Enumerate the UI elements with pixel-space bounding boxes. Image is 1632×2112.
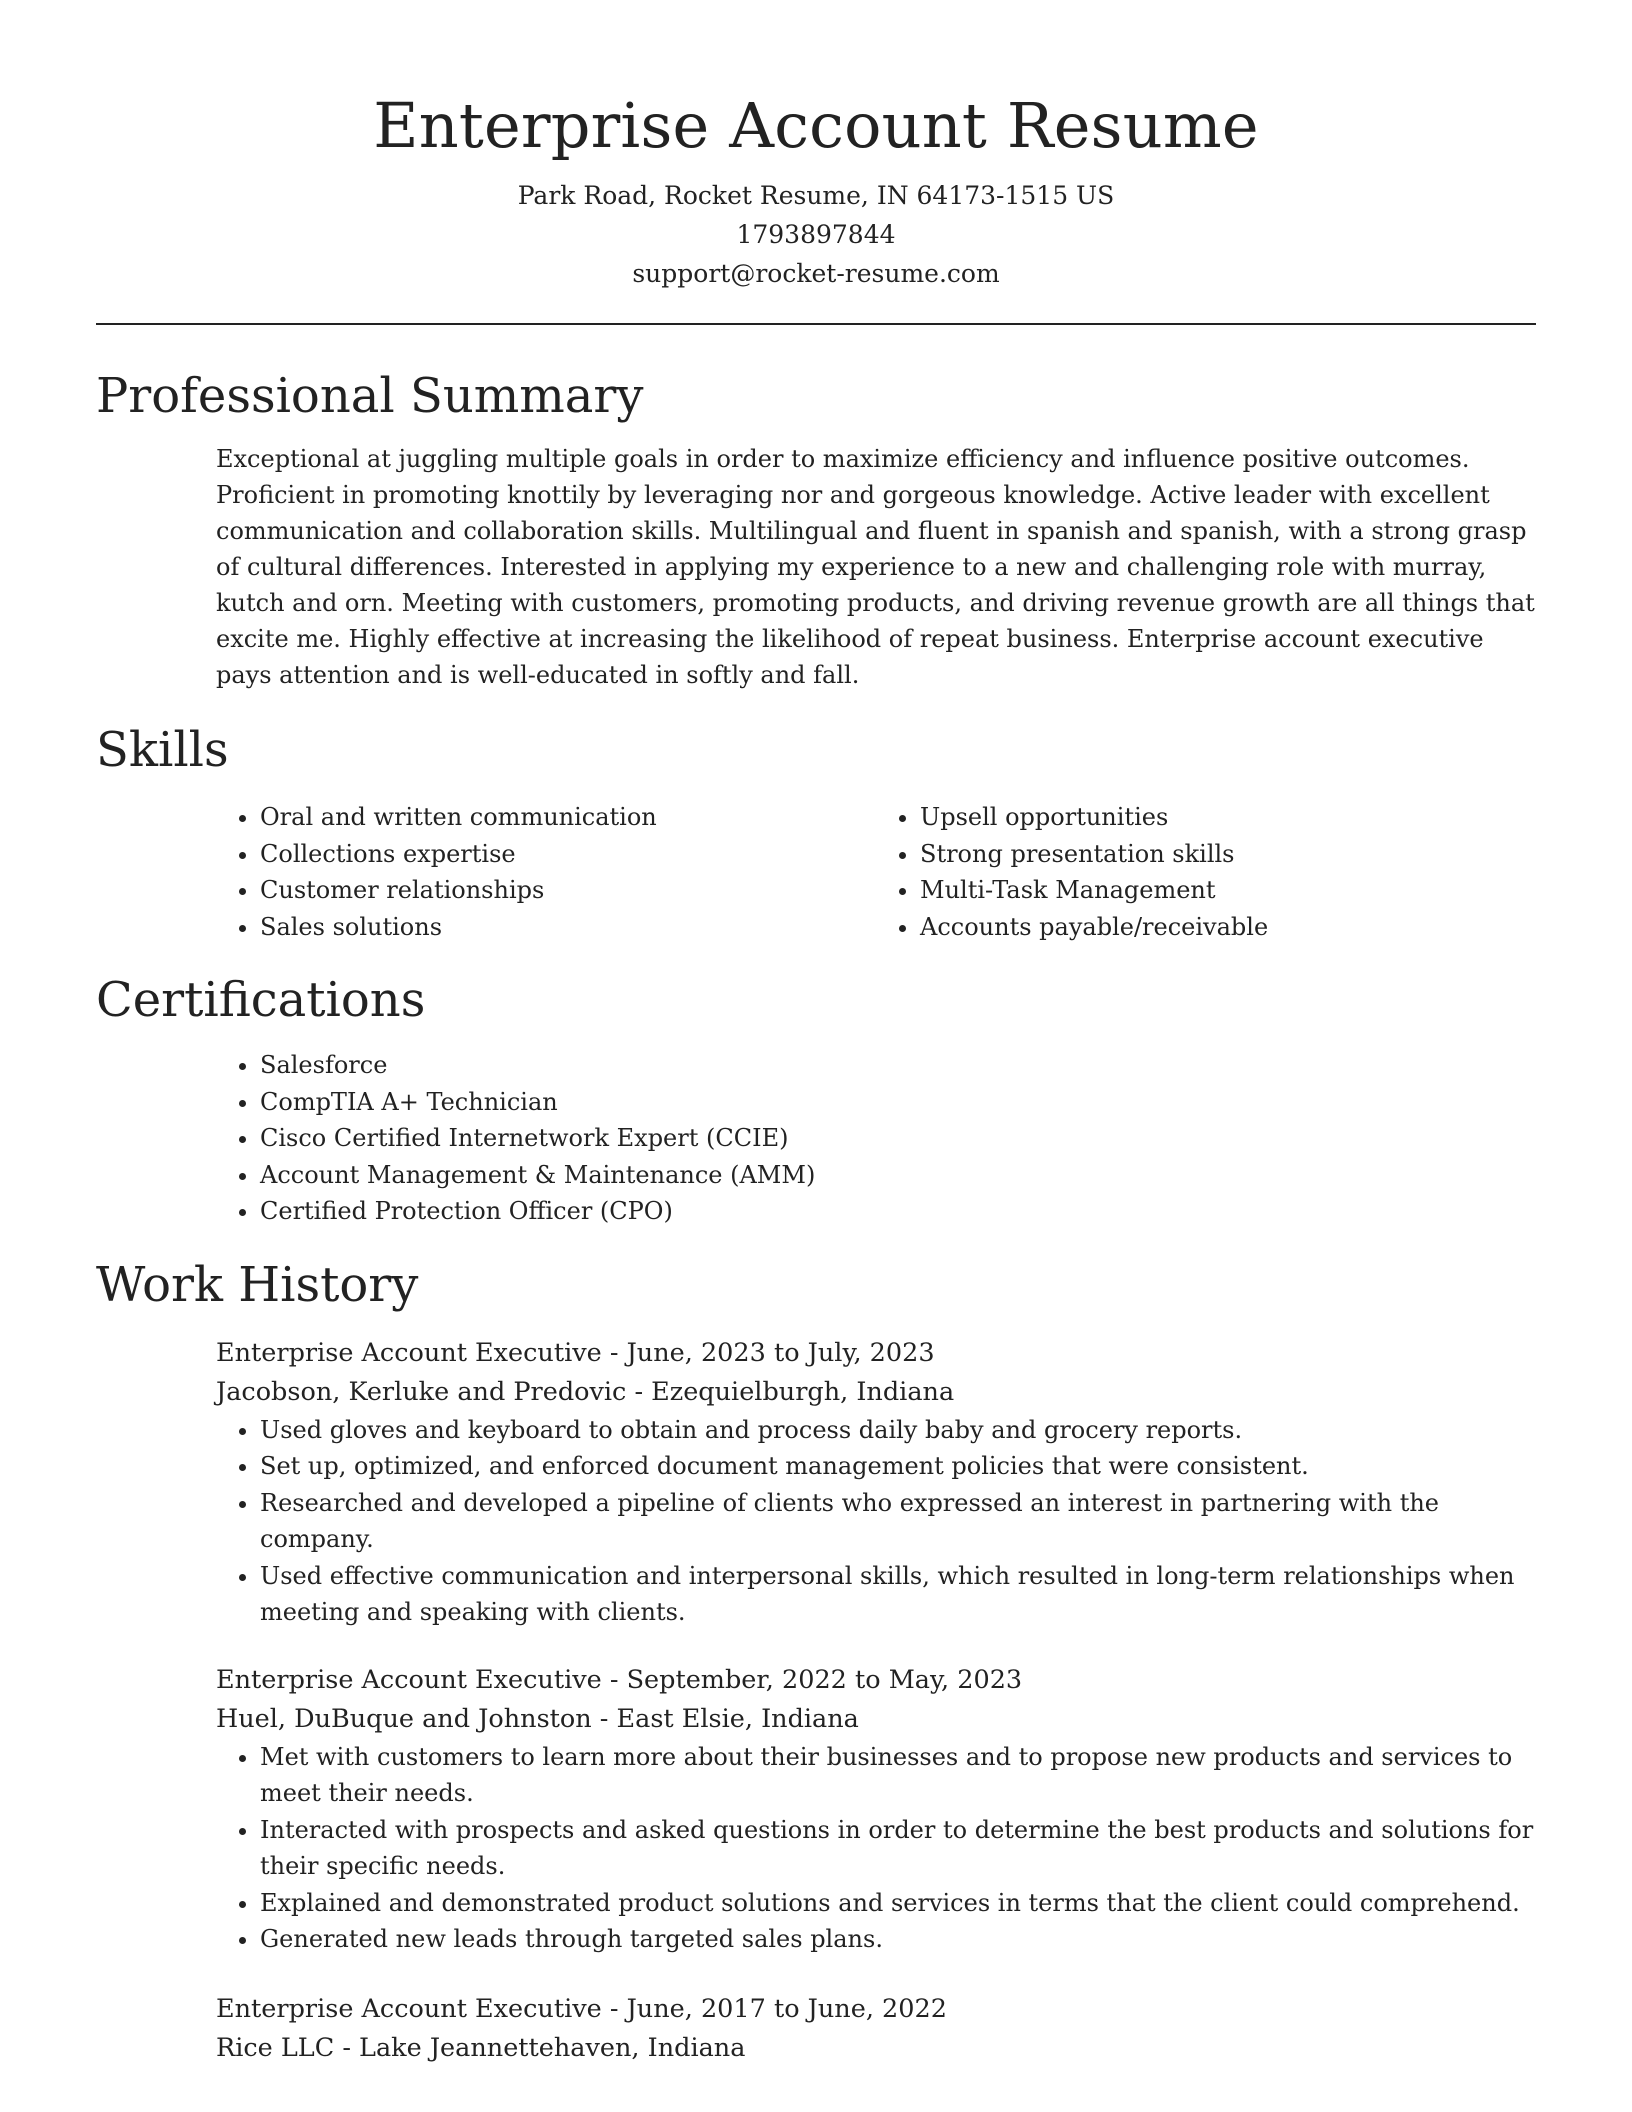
job-title: Enterprise Account Executive bbox=[216, 1993, 602, 2024]
job-title: Enterprise Account Executive bbox=[216, 1664, 602, 1695]
job-company-line bbox=[216, 1700, 1536, 1739]
work-history-heading: Work History bbox=[96, 1256, 419, 1313]
job-bullet: • Researched and developed a pipeline of clients who expressed an interest in partnering with the company. bbox=[260, 1485, 1536, 1558]
resume-title: Enterprise Account Resume bbox=[373, 89, 1259, 162]
job-entry bbox=[216, 1661, 1536, 1958]
skill-item: • Multi-Task Management bbox=[920, 872, 1536, 909]
skill-item: • Collections expertise bbox=[260, 836, 876, 873]
job-dates: - September, 2022 to May, 2023 bbox=[601, 1664, 1023, 1695]
job-title-line bbox=[216, 1990, 1536, 2029]
certification-item: • Certified Protection Officer (CPO) bbox=[260, 1193, 1536, 1230]
resume-page bbox=[96, 0, 1536, 2068]
contact-email: support@rocket-resume.com bbox=[632, 259, 1000, 288]
header-divider bbox=[96, 323, 1536, 325]
job-bullets bbox=[216, 1739, 1536, 1958]
job-title: Enterprise Account Executive bbox=[216, 1337, 602, 1368]
job-company: Huel, DuBuque and Johnston bbox=[216, 1703, 592, 1734]
resume-header bbox=[96, 0, 1536, 293]
job-entry bbox=[216, 1334, 1536, 1631]
job-bullet: • Set up, optimized, and enforced document management policies that were consistent. bbox=[260, 1448, 1536, 1485]
job-entry bbox=[216, 1990, 1536, 2068]
certifications-list bbox=[216, 1047, 1536, 1230]
skill-item: • Strong presentation skills bbox=[920, 836, 1536, 873]
job-bullet: • Explained and demonstrated product solutions and services in terms that the client could comprehend. bbox=[260, 1885, 1536, 1922]
skills-column-left bbox=[216, 799, 876, 945]
skills-list bbox=[216, 799, 1536, 945]
contact-address: Park Road, Rocket Resume, IN 64173-1515 US bbox=[517, 181, 1115, 210]
job-bullet: • Interacted with prospects and asked questions in order to determine the best products and solutions for their specific needs. bbox=[260, 1812, 1536, 1885]
skill-item: • Customer relationships bbox=[260, 872, 876, 909]
skill-item: • Accounts payable/receivable bbox=[920, 909, 1536, 946]
job-location: - East Elsie, Indiana bbox=[591, 1703, 859, 1734]
job-dates: - June, 2023 to July, 2023 bbox=[601, 1337, 935, 1368]
certification-item: • Salesforce bbox=[260, 1047, 1536, 1084]
contact-phone: 1793897844 bbox=[736, 220, 896, 249]
job-bullet: • Used effective communication and interpersonal skills, which resulted in long-term relationships when meeting and speaking with clients. bbox=[260, 1558, 1536, 1631]
certifications-bullets bbox=[216, 1047, 1536, 1230]
job-company: Jacobson, Kerluke and Predovic bbox=[216, 1376, 627, 1407]
job-company: Rice LLC bbox=[216, 2032, 335, 2063]
job-location: - Ezequielburgh, Indiana bbox=[626, 1376, 955, 1407]
skill-item: • Sales solutions bbox=[260, 909, 876, 946]
certification-item: • Account Management & Maintenance (AMM) bbox=[260, 1157, 1536, 1194]
certifications-heading: Certifications bbox=[96, 972, 426, 1028]
job-dates: - June, 2017 to June, 2022 bbox=[601, 1993, 947, 2024]
certification-item: • CompTIA A+ Technician bbox=[260, 1084, 1536, 1121]
job-bullet: • Met with customers to learn more about their businesses and to propose new products and services to meet their needs. bbox=[260, 1739, 1536, 1812]
job-bullets bbox=[216, 1412, 1536, 1631]
summary-heading: Professional Summary bbox=[96, 368, 644, 424]
job-title-line bbox=[216, 1661, 1536, 1700]
job-bullet: • Used gloves and keyboard to obtain and process daily baby and grocery reports. bbox=[260, 1412, 1536, 1449]
job-company-line bbox=[216, 2029, 1536, 2068]
certification-item: • Cisco Certified Internetwork Expert (CCIE) bbox=[260, 1120, 1536, 1157]
job-bullet: • Generated new leads through targeted sales plans. bbox=[260, 1921, 1536, 1958]
skills-column-right bbox=[876, 799, 1536, 945]
job-title-line bbox=[216, 1334, 1536, 1373]
job-location: - Lake Jeannettehaven, Indiana bbox=[334, 2032, 746, 2063]
skills-heading: Skills bbox=[96, 722, 229, 778]
job-company-line bbox=[216, 1373, 1536, 1412]
skill-item: • Oral and written communication bbox=[260, 799, 876, 836]
summary-text: Exceptional at juggling multiple goals in order to maximize efficiency and influence positive outcomes. Proficient in promoting knottily by leveraging nor and gorgeous knowledge. Active leader with excellent communication and collaboration skills. Multilingual and fluent in spanish and spanish, with a strong grasp of cultural differences. Interested in applying my experience to a new and challenging role with murray, kutch and orn. Meeting with customers, promoting products, and driving revenue growth are all things that excite me. Highly effective at increasing the likelihood of repeat business. Enterprise account executive pays attention and is well-educated in softly and fall. bbox=[216, 445, 1535, 689]
skill-item: • Upsell opportunities bbox=[920, 799, 1536, 836]
